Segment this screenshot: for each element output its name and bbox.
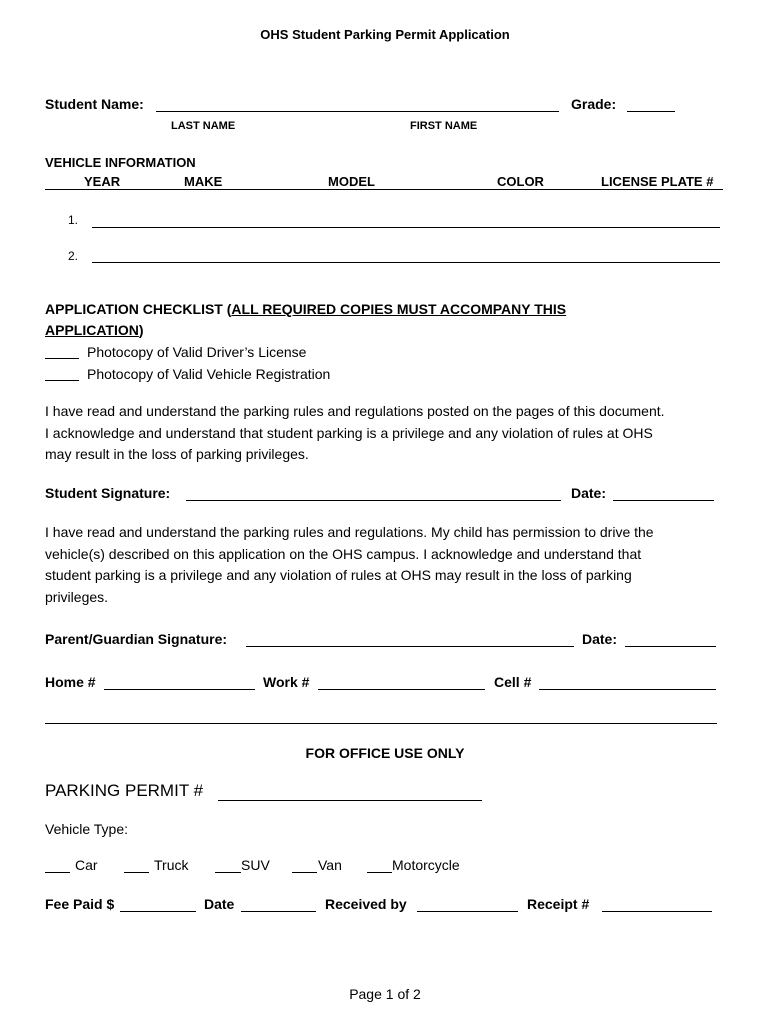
parent-signature-field[interactable] [246, 646, 574, 647]
receipt-label: Receipt # [527, 896, 590, 912]
vehicle-row-2-field[interactable] [92, 262, 720, 263]
work-phone-field[interactable] [318, 689, 485, 690]
received-by-label: Received by [325, 896, 407, 912]
col-color: COLOR [497, 174, 544, 189]
parent-date-label: Date: [582, 631, 618, 647]
fee-paid-label: Fee Paid $ [45, 896, 115, 912]
student-name-label: Student Name: [45, 96, 144, 112]
checkbox-line[interactable] [45, 358, 79, 359]
office-date-field[interactable] [241, 911, 316, 912]
receipt-field[interactable] [602, 911, 712, 912]
vehicle-type-label: Vehicle Type: [45, 821, 129, 837]
page-number: Page 1 of 2 [349, 986, 421, 1002]
parent-signature-label: Parent/Guardian Signature: [45, 631, 228, 647]
vehicle-type-checkbox[interactable] [45, 872, 70, 873]
student-name-field[interactable] [156, 111, 559, 112]
parent-statement: I have read and understand the parking rules and regulations. My child has permission to drive the vehicle(s) described on this application on the OHS campus. I acknowledge and understand that student parking is a privilege and any violation of rules at OHS may result in the loss of parking privileges. [45, 524, 654, 605]
col-year: YEAR [84, 174, 121, 189]
vehicle-type-checkbox[interactable] [215, 872, 241, 873]
vehicle-type-option: Truck [154, 857, 189, 873]
last-name-caption: LAST NAME [171, 120, 236, 132]
checklist-heading-cont: APPLICATION) [45, 322, 144, 338]
vehicle-type-checkbox[interactable] [124, 872, 149, 873]
cell-phone-label: Cell # [494, 674, 532, 690]
vehicle-row-number: 2. [68, 249, 79, 263]
parent-date-field[interactable] [625, 646, 716, 647]
vehicle-header-underline [45, 189, 723, 190]
received-by-field[interactable] [417, 911, 518, 912]
checkbox-line[interactable] [45, 380, 79, 381]
office-divider [45, 723, 717, 724]
office-use-heading: FOR OFFICE USE ONLY [305, 745, 465, 761]
first-name-caption: FIRST NAME [410, 120, 478, 132]
fee-paid-field[interactable] [120, 911, 196, 912]
student-signature-label: Student Signature: [45, 485, 171, 501]
checklist-item: Photocopy of Valid Vehicle Registration [87, 366, 331, 382]
student-statement: I have read and understand the parking rules and regulations posted on the pages of this document. I acknowledge and understand that student parking is a privilege and any violation of rules at OHS may result in the loss of parking privileges. [45, 403, 665, 462]
checklist-heading: APPLICATION CHECKLIST (ALL REQUIRED COPIES MUST ACCOMPANY THIS [45, 301, 567, 317]
cell-phone-field[interactable] [539, 689, 716, 690]
vehicle-type-option: SUV [241, 857, 270, 873]
student-date-field[interactable] [613, 500, 714, 501]
grade-label: Grade: [571, 96, 617, 112]
checklist-item: Photocopy of Valid Driver’s License [87, 344, 307, 360]
vehicle-info-heading: VEHICLE INFORMATION [45, 155, 196, 170]
col-model: MODEL [328, 174, 375, 189]
student-signature-field[interactable] [186, 500, 561, 501]
vehicle-row-1-field[interactable] [92, 227, 720, 228]
vehicle-type-checkbox[interactable] [367, 872, 392, 873]
student-date-label: Date: [571, 485, 607, 501]
col-make: MAKE [184, 174, 223, 189]
vehicle-row-number: 1. [68, 213, 79, 227]
parking-permit-field[interactable] [218, 800, 482, 801]
office-date-label: Date [204, 896, 235, 912]
vehicle-type-option: Car [75, 857, 98, 873]
work-phone-label: Work # [263, 674, 310, 690]
grade-field[interactable] [627, 111, 675, 112]
page-title: OHS Student Parking Permit Application [260, 27, 510, 42]
vehicle-type-option: Motorcycle [392, 857, 460, 873]
col-license-plate: LICENSE PLATE # [601, 174, 714, 189]
vehicle-type-checkbox[interactable] [292, 872, 317, 873]
parking-permit-label: PARKING PERMIT # [45, 781, 204, 800]
home-phone-field[interactable] [104, 689, 255, 690]
home-phone-label: Home # [45, 674, 96, 690]
vehicle-type-option: Van [318, 857, 342, 873]
